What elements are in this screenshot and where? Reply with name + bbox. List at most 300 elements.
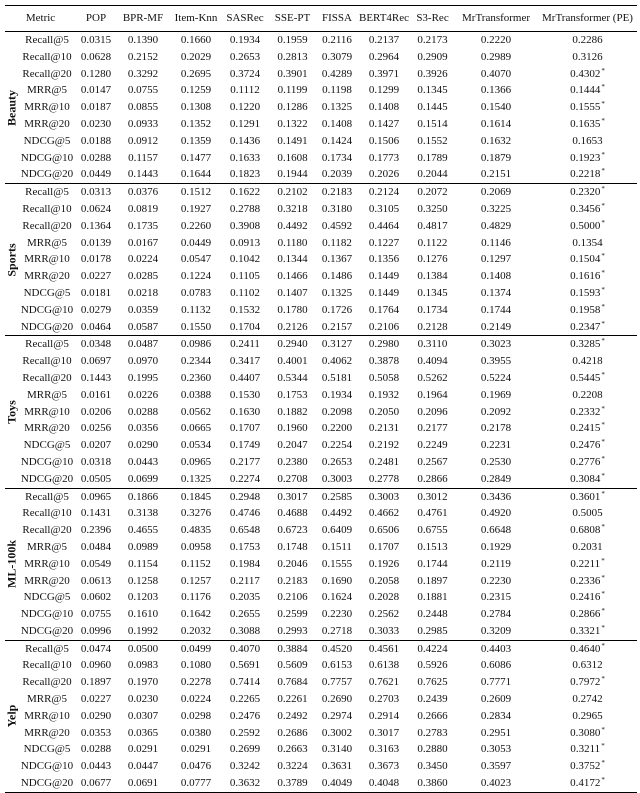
value-cell: 0.3450 [417, 760, 448, 773]
significance-marker: * [601, 100, 605, 109]
value-cell: 0.0224 [180, 693, 212, 706]
value-cell: 0.2476* [570, 438, 605, 452]
table-row [5, 488, 637, 505]
value-cell: 0.1964 [417, 388, 448, 401]
significance-marker: * [601, 201, 605, 210]
value-cell: 0.1614 [480, 117, 512, 130]
value-cell: 0.0388 [180, 388, 212, 401]
value-cell: 0.1550 [180, 320, 212, 333]
value-cell: 0.2151 [480, 168, 512, 181]
value-cell: 0.1366 [480, 84, 512, 97]
value-cell: 0.2344 [180, 355, 212, 368]
value-cell: 0.1622 [229, 186, 261, 199]
value-cell: 0.2126 [277, 320, 308, 333]
value-cell: 0.0226 [127, 388, 159, 401]
significance-marker: * [601, 641, 605, 650]
significance-marker: * [601, 759, 605, 768]
value-cell: 0.2776* [570, 454, 605, 468]
value-cell: 0.1992 [127, 624, 159, 637]
value-cell: 0.4761 [417, 507, 448, 520]
value-cell: 0.0912 [127, 134, 159, 147]
value-cell: 0.1198 [322, 84, 352, 97]
value-cell: 0.1325 [321, 101, 353, 114]
value-cell: 0.1354 [572, 236, 603, 249]
value-cell: 0.0602 [80, 591, 112, 604]
value-cell: 0.1823 [229, 168, 261, 181]
significance-marker: * [601, 269, 605, 278]
value-cell: 0.1352 [180, 117, 212, 130]
significance-marker: * [601, 489, 605, 498]
value-cell: 0.0958 [180, 540, 212, 553]
significance-marker: * [601, 607, 605, 616]
value-cell: 0.6723 [277, 524, 308, 537]
column-header: Item-Knn [174, 12, 218, 24]
value-cell: 0.0380 [180, 726, 212, 739]
value-cell: 0.2849 [480, 472, 512, 485]
value-cell: 0.3860 [417, 777, 448, 790]
metric-cell: Recall@10 [22, 355, 72, 368]
value-cell: 0.0677 [80, 777, 112, 790]
value-cell: 0.0783 [180, 286, 212, 299]
value-cell: 0.3321* [570, 623, 605, 637]
value-cell: 0.1344 [277, 253, 308, 266]
value-cell: 0.0187 [80, 101, 112, 114]
value-cell: 0.1291 [229, 117, 261, 130]
value-cell: 0.0353 [80, 726, 112, 739]
value-cell: 0.6153 [321, 659, 353, 672]
table-row [5, 674, 637, 691]
value-cell: 0.1532 [229, 303, 261, 316]
value-cell: 0.1325 [180, 472, 212, 485]
value-cell: 0.1227 [368, 236, 400, 249]
metric-cell: MRR@20 [24, 726, 70, 739]
value-cell: 0.3789 [277, 777, 308, 790]
value-cell: 0.3752* [570, 759, 605, 773]
value-cell: 0.2964 [368, 50, 400, 63]
value-cell: 0.1449 [368, 286, 400, 299]
value-cell: 0.2653 [229, 50, 261, 63]
value-cell: 0.1152 [181, 557, 211, 570]
value-cell: 0.2183 [321, 186, 353, 199]
value-cell: 0.0989 [127, 540, 159, 553]
table-row [5, 285, 637, 302]
value-cell: 0.3926 [417, 67, 448, 80]
metric-cell: MRR@5 [26, 693, 68, 706]
value-cell: 0.1984 [229, 557, 261, 570]
value-cell: 0.0227 [80, 270, 112, 283]
value-cell: 0.0697 [80, 355, 112, 368]
table-row [5, 741, 637, 758]
table-row [5, 116, 637, 133]
value-cell: 0.7757 [321, 676, 353, 689]
value-cell: 0.1299 [368, 84, 400, 97]
value-cell: 0.2149 [480, 320, 512, 333]
value-cell: 0.1444* [570, 83, 605, 97]
value-cell: 0.6086 [480, 659, 512, 672]
metric-cell: Recall@5 [25, 642, 69, 655]
value-cell: 0.1630 [229, 405, 261, 418]
metric-cell: NDCG@10 [20, 151, 74, 164]
value-cell: 0.1042 [229, 253, 261, 266]
value-cell: 0.0819 [127, 202, 159, 215]
value-cell: 0.1105 [230, 270, 260, 283]
table-row [5, 370, 637, 387]
value-cell: 0.4492 [321, 507, 353, 520]
value-cell: 0.3632 [229, 777, 261, 790]
metric-cell: NDCG@20 [20, 320, 74, 333]
value-cell: 0.0365 [127, 726, 159, 739]
value-cell: 0.4070 [229, 642, 261, 655]
value-cell: 0.1276 [417, 253, 448, 266]
value-cell: 0.0288 [80, 743, 112, 756]
column-header: MrTransformer (PE) [542, 12, 633, 24]
value-cell: 0.0307 [127, 709, 159, 722]
value-cell: 0.3292 [127, 67, 159, 80]
significance-marker: * [601, 302, 605, 311]
table-row [5, 353, 637, 370]
metric-cell: Recall@20 [22, 524, 72, 537]
table-row [5, 201, 637, 218]
value-cell: 0.0855 [127, 101, 159, 114]
value-cell: 0.1224 [180, 270, 212, 283]
metric-cell: Recall@5 [25, 490, 69, 503]
value-cell: 0.1633 [229, 151, 261, 164]
column-header-metric: Metric [25, 12, 56, 24]
value-cell: 0.2116 [322, 34, 352, 46]
value-cell: 0.2609 [480, 693, 512, 706]
value-cell: 0.2396 [80, 524, 112, 537]
value-cell: 0.2102 [277, 186, 308, 199]
value-cell: 0.1203 [127, 591, 159, 604]
value-cell: 0.7771 [480, 676, 512, 689]
table-row [5, 302, 637, 319]
dataset-group [5, 640, 637, 792]
value-cell: 0.2699 [229, 743, 261, 756]
significance-marker: * [601, 623, 605, 632]
value-cell: 0.2192 [368, 439, 400, 452]
value-cell: 0.2980 [368, 338, 400, 351]
value-cell: 0.5262 [417, 371, 448, 384]
significance-marker: * [601, 454, 605, 463]
value-cell: 0.1356 [368, 253, 400, 266]
metric-cell: MRR@10 [24, 101, 70, 114]
value-cell: 0.1431 [80, 507, 112, 520]
value-cell: 0.1080 [180, 659, 212, 672]
value-cell: 0.0230 [80, 117, 112, 130]
metric-cell: NDCG@20 [20, 777, 74, 790]
significance-marker: * [601, 421, 605, 430]
significance-marker: * [601, 725, 605, 734]
dataset-group [5, 32, 637, 184]
value-cell: 0.1748 [277, 540, 308, 553]
value-cell: 0.2106 [368, 320, 400, 333]
value-cell: 0.3884 [277, 642, 308, 655]
value-cell: 0.1789 [417, 151, 448, 164]
value-cell: 0.0665 [180, 422, 212, 435]
value-cell: 0.2562 [368, 608, 400, 621]
metric-cell: MRR@10 [24, 557, 70, 570]
value-cell: 0.2157 [321, 320, 353, 333]
value-cell: 0.1879 [480, 151, 512, 164]
value-cell: 0.0291 [127, 743, 159, 756]
value-cell: 0.1504* [570, 252, 605, 266]
table-row [5, 32, 637, 49]
metric-cell: MRR@10 [24, 253, 70, 266]
metric-cell: MRR@5 [26, 540, 68, 553]
value-cell: 0.0913 [229, 236, 261, 249]
value-cell: 0.1749 [229, 439, 261, 452]
value-cell: 0.3084* [570, 471, 605, 485]
value-cell: 0.1923* [570, 150, 605, 164]
value-cell: 0.3724 [229, 67, 261, 80]
value-cell: 0.0624 [80, 202, 112, 215]
significance-marker: * [601, 66, 605, 75]
value-cell: 0.0288 [80, 151, 112, 164]
table-row [5, 758, 637, 775]
value-cell: 0.0290 [127, 439, 159, 452]
value-cell: 0.2117 [230, 574, 260, 587]
significance-marker: * [601, 319, 605, 328]
value-cell: 0.0315 [80, 34, 112, 46]
value-cell: 0.2320* [570, 185, 605, 199]
column-header: SASRec [226, 12, 264, 24]
value-cell: 0.2866* [570, 607, 605, 621]
metric-cell: NDCG@10 [20, 303, 74, 316]
value-cell: 0.0965 [80, 490, 112, 503]
value-cell: 0.1929 [480, 540, 512, 553]
table-row [5, 539, 637, 556]
value-cell: 0.0348 [80, 338, 112, 351]
significance-marker: * [601, 471, 605, 480]
value-cell: 0.2690 [321, 693, 353, 706]
table-row [5, 725, 637, 742]
value-cell: 0.0256 [80, 422, 112, 435]
value-cell: 0.4464 [368, 219, 400, 232]
value-cell: 0.3878 [368, 355, 400, 368]
value-cell: 0.3225 [480, 202, 512, 215]
value-cell: 0.3127 [321, 338, 353, 351]
value-cell: 0.5609 [277, 659, 308, 672]
value-cell: 0.1112 [230, 84, 260, 97]
value-cell: 0.1969 [480, 388, 512, 401]
value-cell: 0.2686 [277, 726, 308, 739]
value-cell: 0.4520 [321, 642, 353, 655]
value-cell: 0.6755 [417, 524, 448, 537]
value-cell: 0.1374 [480, 286, 512, 299]
metric-cell: Recall@10 [22, 507, 72, 520]
value-cell: 0.2230 [480, 574, 512, 587]
value-cell: 0.4662 [368, 507, 400, 520]
value-cell: 0.1540 [480, 101, 512, 114]
value-cell: 0.1512 [180, 186, 212, 199]
value-cell: 0.2124 [368, 186, 400, 199]
value-cell: 0.2783 [417, 726, 448, 739]
value-cell: 0.2663 [277, 743, 308, 756]
value-cell: 0.0207 [80, 439, 112, 452]
metric-cell: MRR@10 [24, 709, 70, 722]
value-cell: 0.2218* [570, 167, 605, 181]
value-cell: 0.1927 [180, 202, 212, 215]
value-cell: 0.1384 [417, 270, 448, 283]
value-cell: 0.4640* [570, 641, 605, 655]
value-cell: 0.0505 [80, 472, 112, 485]
table-row [5, 82, 637, 99]
value-cell: 0.0562 [180, 405, 212, 418]
value-cell: 0.1632 [480, 134, 512, 147]
value-cell: 0.3456* [570, 201, 605, 215]
significance-marker: * [601, 252, 605, 261]
value-cell: 0.2666 [417, 709, 448, 722]
significance-marker: * [601, 83, 605, 92]
value-cell: 0.2128 [417, 320, 448, 333]
value-cell: 0.1690 [321, 574, 353, 587]
value-cell: 0.0376 [127, 186, 159, 199]
value-cell: 0.5005 [572, 507, 603, 520]
significance-marker: * [601, 218, 605, 227]
value-cell: 0.3673 [368, 760, 400, 773]
metric-cell: MRR@20 [24, 574, 70, 587]
value-cell: 0.2183 [277, 574, 308, 587]
value-cell: 0.2152 [127, 50, 159, 63]
value-cell: 0.2254 [321, 439, 353, 452]
value-cell: 0.0161 [80, 388, 112, 401]
value-cell: 0.0549 [80, 557, 112, 570]
value-cell: 0.2096 [417, 405, 448, 418]
value-cell: 0.2278 [180, 676, 212, 689]
value-cell: 0.2032 [180, 624, 212, 637]
value-cell: 0.6312 [572, 659, 603, 672]
value-cell: 0.3285* [570, 337, 605, 351]
table-row [5, 454, 637, 471]
metric-cell: Recall@20 [22, 371, 72, 384]
value-cell: 0.2585 [321, 490, 353, 503]
value-cell: 0.2492 [277, 709, 308, 722]
table-row [5, 319, 637, 336]
table-row [5, 49, 637, 66]
value-cell: 0.0613 [80, 574, 112, 587]
value-cell: 0.1780 [277, 303, 308, 316]
table-row [5, 556, 637, 573]
table-row [5, 623, 637, 640]
value-cell: 0.2137 [368, 34, 400, 46]
value-cell: 0.4920 [480, 507, 512, 520]
value-cell: 0.2481 [368, 455, 400, 468]
value-cell: 0.2866 [417, 472, 448, 485]
value-cell: 0.3079 [321, 50, 353, 63]
value-cell: 0.1845 [180, 490, 212, 503]
dataset-label: Yelp [4, 704, 19, 728]
value-cell: 0.2028 [368, 591, 400, 604]
value-cell: 0.2046 [277, 557, 308, 570]
value-cell: 0.1180 [277, 236, 308, 249]
value-cell: 0.5000* [570, 218, 605, 232]
metric-cell: NDCG@5 [23, 286, 71, 299]
value-cell: 0.2200 [321, 422, 353, 435]
column-header: S3-Rec [416, 12, 449, 24]
value-cell: 0.3971 [368, 67, 400, 80]
value-cell: 0.2029 [180, 50, 212, 63]
value-cell: 0.1734 [417, 303, 448, 316]
value-cell: 0.1506 [368, 134, 400, 147]
value-cell: 0.2655 [229, 608, 261, 621]
value-cell: 0.0970 [127, 355, 159, 368]
value-cell: 0.2788 [229, 202, 261, 215]
value-cell: 0.0447 [127, 760, 159, 773]
value-cell: 0.1624 [321, 591, 353, 604]
value-cell: 0.0628 [80, 50, 112, 63]
value-cell: 0.4049 [321, 777, 353, 790]
significance-marker: * [601, 167, 605, 176]
value-cell: 0.2058 [368, 574, 400, 587]
value-cell: 0.4070 [480, 67, 512, 80]
value-cell: 0.6648 [480, 524, 512, 537]
value-cell: 0.0230 [127, 693, 159, 706]
value-cell: 0.2072 [417, 186, 448, 199]
table-row [5, 775, 637, 792]
value-cell: 0.2069 [480, 186, 512, 199]
value-cell: 0.0188 [80, 134, 112, 147]
value-cell: 0.2778 [368, 472, 400, 485]
value-cell: 0.1154 [128, 557, 158, 570]
value-cell: 0.3017 [368, 726, 400, 739]
value-cell: 0.0359 [127, 303, 159, 316]
value-cell: 0.2599 [277, 608, 308, 621]
value-cell: 0.2211* [570, 556, 605, 570]
value-cell: 0.4218 [572, 355, 603, 368]
value-cell: 0.3955 [480, 355, 512, 368]
value-cell: 0.1122 [417, 236, 448, 249]
value-cell: 0.0996 [80, 624, 112, 637]
value-cell: 0.1610 [127, 608, 159, 621]
value-cell: 0.0356 [127, 422, 159, 435]
value-cell: 0.3631 [321, 760, 353, 773]
dataset-group [5, 336, 637, 488]
value-cell: 0.0147 [80, 84, 112, 97]
value-cell: 0.3209 [480, 624, 512, 637]
value-cell: 0.0476 [180, 760, 212, 773]
table-row [5, 505, 637, 522]
value-cell: 0.1176 [181, 591, 211, 604]
value-cell: 0.4224 [417, 642, 448, 655]
value-cell: 0.7684 [277, 676, 308, 689]
table-row [5, 268, 637, 285]
column-header: POP [85, 12, 107, 24]
metric-cell: Recall@10 [22, 659, 72, 672]
metric-cell: MRR@20 [24, 117, 70, 130]
value-cell: 0.4829 [480, 219, 512, 232]
value-cell: 0.2265 [229, 693, 261, 706]
value-cell: 0.0224 [127, 253, 159, 266]
column-header: BERT4Rec [358, 12, 410, 24]
value-cell: 0.2439 [417, 693, 448, 706]
value-cell: 0.4048 [368, 777, 400, 790]
column-header: MrTransformer [462, 12, 531, 24]
value-cell: 0.3597 [480, 760, 512, 773]
value-cell: 0.1882 [277, 405, 308, 418]
value-cell: 0.0500 [127, 642, 159, 655]
value-cell: 0.3218 [277, 202, 308, 215]
value-cell: 0.1897 [417, 574, 448, 587]
dataset-label: Sports [4, 243, 19, 277]
metric-cell: NDCG@10 [20, 455, 74, 468]
value-cell: 0.1513 [417, 540, 448, 553]
value-cell: 0.2784 [480, 608, 512, 621]
value-cell: 0.1704 [229, 320, 261, 333]
value-cell: 0.1934 [321, 388, 353, 401]
value-cell: 0.1325 [321, 286, 353, 299]
significance-marker: * [601, 742, 605, 751]
value-cell: 0.0484 [80, 540, 112, 553]
